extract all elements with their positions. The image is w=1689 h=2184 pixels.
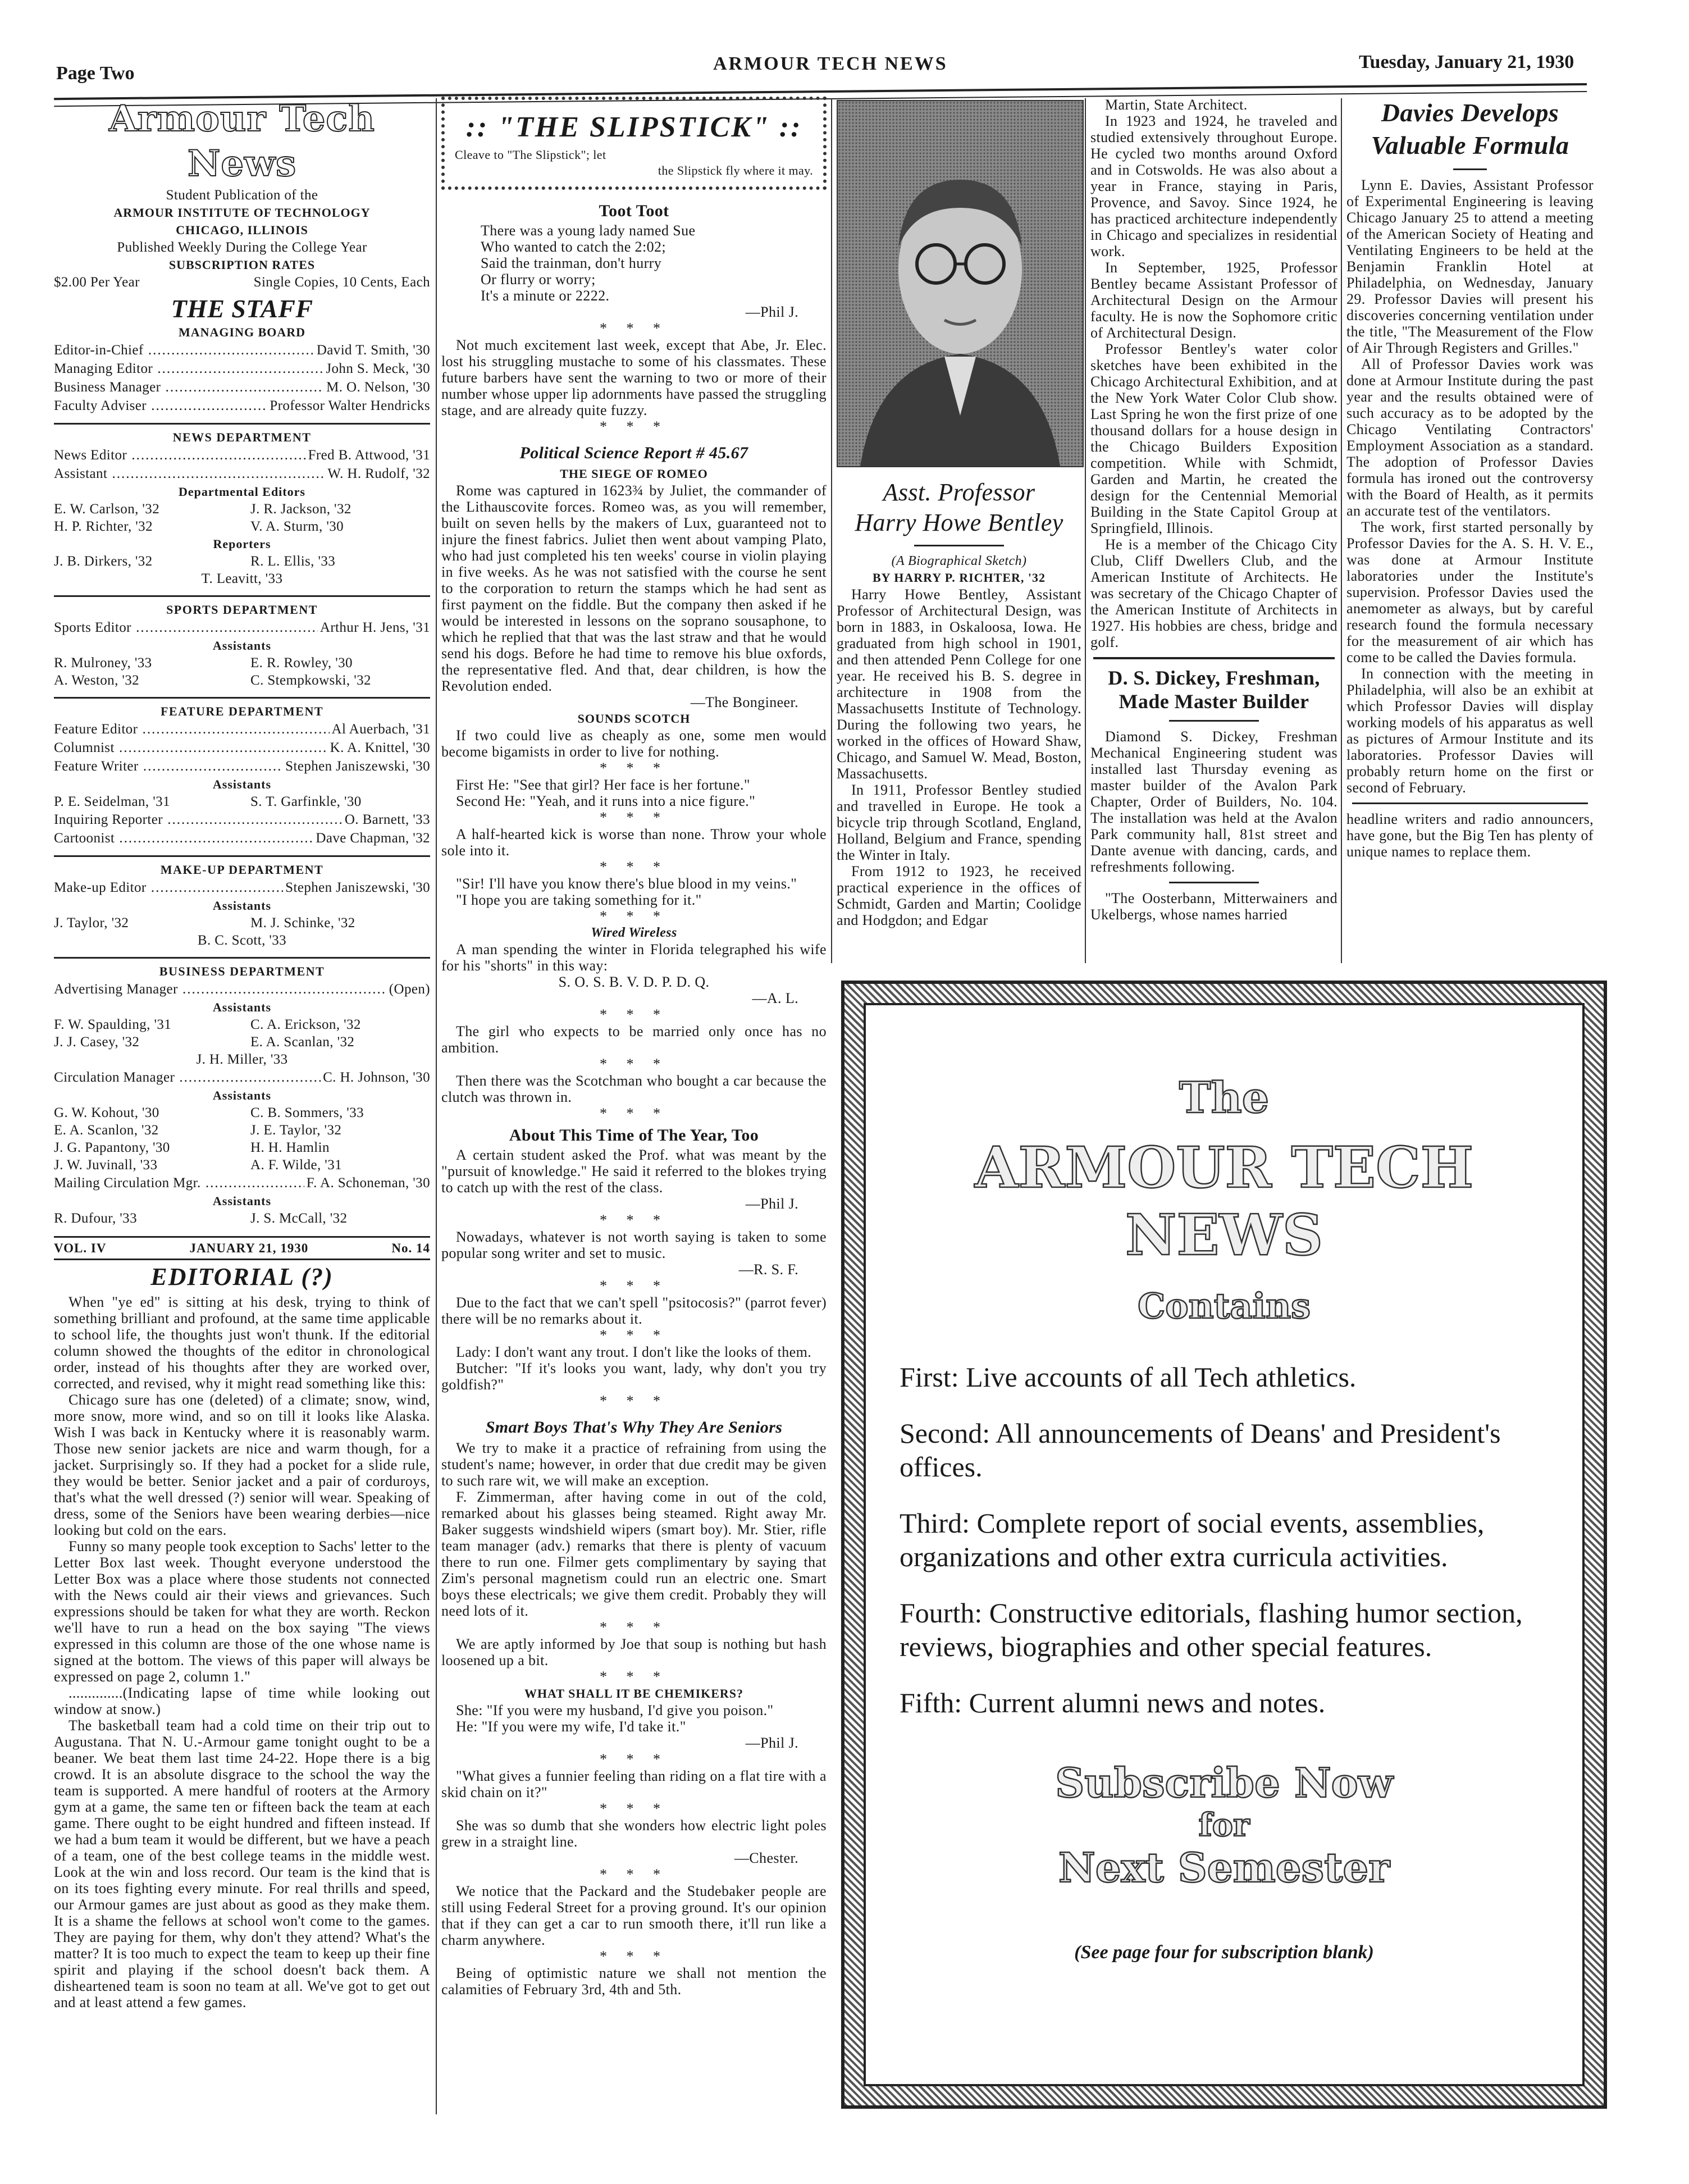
ad-cta: Next Semester — [1058, 1844, 1390, 1891]
slipstick-caps: SOUNDS SCOTCH — [577, 712, 691, 726]
staff-name: J. S. McCall, '32 — [250, 1211, 348, 1226]
slipstick-sig: —Chester. — [734, 1850, 798, 1866]
column-divider — [1085, 98, 1086, 963]
staff-role: Feature Editor ..... — [54, 720, 330, 738]
staff-name: C. H. Johnson, '30 — [323, 1070, 430, 1085]
editorial-paragraph: The basketball team had a cold time on their trip out to Augustana. That N. U.-Armour game tonight ought to be a beaner. We beat them last time 24-22. Hope there is a big crowd. It is an absolute disgrace to the school the way the team is supported. A mere handful of rooters at the Armory gym at a game, the same ten or fifteen back the team at each game. There ought to be eight hundred and fifteen instead. If we had a bum team it would be different, but we have a peach of a team, one of the best college teams in the middle west. Look at the win and loss record. Our team is the kind that is on its toes fighting every minute. For real thrills and speed, our Armour games are just about as good as they make them. It is a shame the fellows at school won't come to the games. They are paying for them, why don't they attend? What's the matter? It is too much to expect the team to keep up their fine spirit and playing if the school doesn't back them. A disheartened team is soon no team at all. We've got to get out and at least attend a few games. — [54, 1717, 430, 2010]
slipstick-sig: —The Bongineer. — [690, 694, 798, 710]
slipstick-para: Not much excitement last week, except that Abe, Jr. Elec. lost his struggling mustache to some of his classmates. These future barbers have sent the warning to two or more of their number whose upper lip adornments have passed the struggling stage, and are already quite fuzzy. — [441, 337, 827, 418]
ad-the: The — [1179, 1073, 1270, 1123]
staff-pair-row — [54, 1121, 430, 1139]
ad-note: (See page four for subscription blank) — [1074, 1942, 1374, 1963]
slipstick-column — [441, 97, 827, 2118]
ad-paper-name: NEWS — [1125, 1202, 1323, 1268]
staff-name: J. R. Jackson, '32 — [250, 501, 352, 517]
slipstick-stars: * * * — [600, 1056, 668, 1072]
staff-role: Assistant ..... — [54, 464, 325, 483]
davies-paragraph: All of Professor Davies work was done at Armour Institute during the past year and the results obtained were of such accuracy as to be adopted by the Chicago Ventilating Contractors' Employment Association as a standard. The adoption of Professor Davies formula has ironed out the controversy with the Board of Health, as it permits an accurate test of the ventilators. — [1346, 356, 1594, 519]
masthead-column — [54, 97, 430, 2118]
slipstick-head: About This Time of The Year, Too — [509, 1126, 759, 1145]
slipstick-verse: Said the trainman, don't hurry — [481, 255, 662, 271]
staff-sub-heading: MANAGING BOARD — [178, 325, 306, 339]
slipstick-caps: WHAT SHALL IT BE CHEMIKERS? — [524, 1686, 744, 1700]
slipstick-motto: Cleave to "The Slipstick"; let — [455, 148, 606, 162]
staff-sub-heading: Assistants — [212, 1000, 272, 1014]
ad-contains: Contains — [1137, 1285, 1311, 1326]
dickey-headline: Made Master Builder — [1119, 690, 1309, 713]
staff-pair-row — [54, 1016, 430, 1033]
staff-name: J. W. Juvinall, '33 — [54, 1157, 158, 1173]
slipstick-para: Then there was the Scotchman who bought a car because the clutch was thrown in. — [441, 1073, 827, 1105]
staff-role: Inquiring Reporter ..... — [54, 810, 343, 829]
slipstick-para: A certain student asked the Prof. what was meant by the "pursuit of knowledge." He said it referred to the blokes trying to catch up with the rest of the class. — [441, 1147, 827, 1196]
davies-headline: Davies Develops — [1381, 98, 1559, 127]
rule — [914, 545, 1004, 546]
jump-continuation: headline writers and radio announcers, have gone, but the Big Ten has plenty of unique names to replace them. — [1346, 811, 1594, 860]
staff-pair-row — [54, 518, 430, 535]
staff-name: E. A. Scanlon, '32 — [54, 1123, 159, 1138]
slipstick-stars: * * * — [600, 320, 668, 336]
bentley-paragraph: He is a member of the Chicago City Club, Cliff Dwellers Club, and the American Institute of Architects. He was secretary of the Chicago Chapter of the American Institute of Architects in 1927. His hobbies are chess, bridge and golf. — [1090, 536, 1337, 650]
staff-role-row — [54, 829, 430, 847]
davies-column — [1346, 97, 1594, 961]
staff-role-row — [54, 720, 430, 738]
davies-headline: Valuable Formula — [1371, 131, 1569, 159]
slipstick-para: Rome was captured in 1623¾ by Juliet, the commander of the Lithauscovite forces. Romeo was, as you will remember, built on seven hells by the makers of Lux, guaranteed not to injure the finest fabrics. Juliet then went about vamping Plato, who had just completed his ten weeks' course in violin playing in five weeks. As he was not satisfied with the course he sent to the corporation to return the stamps which he had sent as first payment on the fiddle. But the company then asked if he would be interested in lessons on the soprano sousaphone, to which he replied that that was the last straw and that he would send his dogs. Before he had time to remove his blue oxfords, the representative fled. And that, dear children, is how the Revolution ended. — [441, 482, 827, 694]
slipstick-stars: * * * — [600, 809, 668, 826]
running-title: ARMOUR TECH NEWS — [713, 53, 948, 74]
slipstick-small-italic: Wired Wireless — [591, 925, 677, 940]
staff-name: E. R. Rowley, '30 — [250, 655, 353, 671]
slipstick-stars: * * * — [600, 418, 668, 435]
slipstick-stars: * * * — [600, 1105, 668, 1121]
staff-section-heading: BUSINESS DEPARTMENT — [54, 957, 430, 980]
slipstick-stars: * * * — [600, 1800, 668, 1817]
staff-center-heading: J. H. Miller, '33 — [196, 1052, 288, 1067]
jump-text: "The Oosterbann, Mitterwainers and Ukelbergs, whose names harried — [1090, 890, 1337, 923]
slipstick-title: :: "THE SLIPSTICK" :: — [465, 111, 802, 143]
slipstick-verse: There was a young lady named Sue — [481, 222, 696, 239]
staff-role: Advertising Manager ..... — [54, 980, 387, 998]
staff-role-row — [54, 980, 430, 998]
slipstick-stars: * * * — [600, 859, 668, 875]
staff-name: H. P. Richter, '32 — [54, 519, 153, 534]
staff-role-row — [54, 618, 430, 637]
slipstick-items-list — [441, 200, 827, 1998]
staff-name: J. J. Casey, '32 — [54, 1034, 140, 1050]
staff-name: C. A. Erickson, '32 — [250, 1017, 361, 1032]
slipstick-sig: —R. S. F. — [738, 1261, 798, 1278]
staff-center-heading: B. C. Scott, '33 — [197, 933, 287, 948]
slipstick-para: If two could live as cheaply as one, some men would become bigamists in order to live for nothing. — [441, 727, 827, 760]
bentley-caption-name: Harry Howe Bentley — [855, 509, 1063, 536]
staff-name: A. F. Wilde, '31 — [250, 1157, 342, 1173]
dickey-paragraph: Diamond S. Dickey, Freshman Mechanical Engineering student was installed last Thursday evening as master builder of the Avalon Park Chapter, Order of Builders, No. 104. The installation was held at the Avalon Park community hall, 81st street and Dante avenue with dancing, cards, and refreshments following. — [1090, 728, 1337, 875]
slipstick-verse: Who wanted to catch the 2:02; — [481, 239, 666, 255]
ad-panel — [864, 1003, 1585, 2086]
masthead-line: ARMOUR INSTITUTE OF TECHNOLOGY — [113, 206, 371, 220]
slipstick-banner — [441, 97, 827, 190]
slipstick-para: Lady: I don't want any trout. I don't like the looks of them. — [456, 1344, 812, 1360]
bentley-portrait-photo — [837, 100, 1084, 467]
rule — [1169, 882, 1259, 883]
staff-sub-heading: Assistants — [212, 777, 272, 791]
davies-paragraph: Lynn E. Davies, Assistant Professor of Experimental Engineering is leaving Chicago January 25 to attend a meeting of the American Society of Heating and Ventilating Engineers to be held at the Benjamin Franklin Hotel at Philadelphia, on Wednesday, January 29. Professor Davies will present his discoveries concerning ventilation under the title, "The Measurement of the Flow of Air Through Registers and Grilles." — [1346, 177, 1594, 356]
davies-paragraph: In connection with the meeting in Philadelphia, will also be an exhibit at which Professor Davies will display working models of his apparatus as well as pictures of Armour Institute and its laboratories. Professor Davies will probably return home on the first or second of February. — [1346, 665, 1594, 796]
slipstick-para: "Sir! I'll have you know there's blue blood in my veins." — [456, 876, 797, 892]
staff-sub-heading: Assistants — [212, 1194, 272, 1208]
column-divider — [436, 98, 437, 2114]
staff-sub-heading: Assistants — [212, 639, 272, 653]
slipstick-sig: —A. L. — [752, 990, 798, 1006]
staff-name: G. W. Kohout, '30 — [54, 1105, 159, 1120]
bentley-column — [837, 477, 1081, 960]
staff-role: Feature Writer ..... — [54, 757, 283, 776]
slipstick-stars: * * * — [600, 1393, 668, 1409]
editorial-paragraph: Chicago sure has one (deleted) of a climate; snow, wind, more snow, more wind, and so on till it looks like Alaska. Wish I was back in Kentucky where it is reasonably warm. Those new senior jackets are nice and warm though, for a jacket. Surprisingly so. If they had a pocket for a slide rule, they would be better. Senior jacket and a pair of corduroys, that's what the well dressed (?) senior will wear. Speaking of dress, some of the Seniors have been wearing derbies—nice looking but cold on the ears. — [54, 1392, 430, 1538]
staff-role-row — [54, 1174, 430, 1192]
staff-role: Business Manager ..... — [54, 378, 324, 396]
slipstick-para: She was so dumb that she wonders how electric light poles grew in a straight line. — [441, 1817, 827, 1850]
ad-paper-name: ARMOUR TECH — [974, 1134, 1474, 1201]
staff-role-row — [54, 1068, 430, 1087]
masthead-logo: Armour Tech News — [109, 98, 375, 185]
staff-name: Fred B. Attwood, '31 — [308, 448, 430, 463]
staff-pair-row — [54, 654, 430, 672]
ad-items-list — [866, 1360, 1582, 1720]
dickey-paragraphs-list — [1090, 728, 1337, 875]
editorial-paragraph: Funny so many people took exception to Sachs' letter to the Letter Box last week. Thought everyone understood the Letter Box was a place where those students not connected with the News could air their views and grievances. Such expressions should be taken for what they are worth. Reckon we'll have to run a head on the box saying "The views expressed in this column are those of the one whose name is signed at the bottom. The views of this paper will always be expressed on page 2, column 1." — [54, 1538, 430, 1685]
staff-name: M. J. Schinke, '32 — [250, 915, 355, 931]
staff-name: John S. Meck, '30 — [326, 361, 430, 376]
slipstick-para: The girl who expects to be married only once has no ambition. — [441, 1023, 827, 1056]
slipstick-para: "What gives a funnier feeling than riding on a flat tire with a skid chain on it?" — [441, 1768, 827, 1800]
staff-name: Professor Walter Hendricks — [270, 398, 430, 413]
staff-name: F. W. Spaulding, '31 — [54, 1017, 172, 1032]
editorial-paragraph: When "ye ed" is sitting at his desk, trying to think of something brilliant and profound, at the same time applicable to school life, the thoughts just won't thunk. If the editorial column showed the thoughts of the editor in chronological order, instead of his thoughts after they are worked over, corrected, and revised, why it might read something like this: — [54, 1294, 430, 1392]
bentley-paragraph: In 1911, Professor Bentley studied and travelled in Europe. He took a bicycle trip through Scotland, England, Holland, Belgium and France, spending the Winter in Italy. — [837, 782, 1081, 863]
volume-line — [54, 1236, 430, 1260]
subscription-rates — [54, 273, 430, 291]
staff-role: Faculty Adviser ..... — [54, 396, 267, 415]
staff-role-row — [54, 738, 430, 757]
staff-name: M. O. Nelson, '30 — [326, 380, 430, 395]
staff-sub-heading: Departmental Editors — [179, 485, 305, 499]
staff-role-row — [54, 446, 430, 464]
slipstick-para: A man spending the winter in Florida telegraphed his wife for his "shorts" in this way: — [441, 941, 827, 974]
staff-pair-row — [54, 793, 430, 810]
slipstick-para: Second He: "Yeah, and it runs into a nice figure." — [456, 793, 756, 809]
staff-name: H. H. Hamlin — [250, 1140, 330, 1155]
subscription-advertisement — [841, 981, 1607, 2109]
dickey-headline: D. S. Dickey, Freshman, — [1108, 667, 1320, 689]
ad-feature-item: First: Live accounts of all Tech athletics. — [900, 1361, 1357, 1393]
slipstick-stars: * * * — [600, 1668, 668, 1685]
staff-pair-row — [54, 500, 430, 518]
staff-name: C. B. Sommers, '33 — [250, 1105, 364, 1120]
rule — [1169, 720, 1259, 722]
staff-name: (Open) — [389, 982, 430, 997]
bentley-paragraph: Professor Bentley's water color sketches have been exhibited in the Chicago Architectural Exhibition, and at the New York Water Color Club show. Last Spring he won the first prize of one thousand dollars for a house design in the Chicago Builders Exposition competition. While with Schmidt, Garden and Martin, he created the design for the Centennial Memorial Building in the State Capitol Group at Springfield, Illinois. — [1090, 341, 1337, 536]
slipstick-para: We try to make it a practice of refraining from using the student's name; however, in order that due credit may be given to such rare wit, we will make an exception. — [441, 1440, 827, 1489]
ad-feature-item: Second: All announcements of Deans' and President's offices. — [900, 1417, 1501, 1483]
page-number: Page Two — [56, 63, 135, 84]
slipstick-center: S. O. S. B. V. D. P. D. Q. — [558, 974, 710, 990]
editorial-title: EDITORIAL (?) — [150, 1263, 334, 1291]
staff-name: K. A. Knittel, '30 — [330, 740, 430, 755]
column-divider — [831, 98, 832, 963]
staff-sub-heading: Reporters — [213, 537, 271, 551]
slipstick-stars: * * * — [600, 1751, 668, 1767]
staff-name: P. E. Seidelman, '31 — [54, 794, 170, 809]
ad-feature-item: Third: Complete report of social events, assemblies, organizations and other extra curricula activities. — [900, 1507, 1485, 1572]
slipstick-para: We are aptly informed by Joe that soup is nothing but hash loosened up a bit. — [441, 1636, 827, 1668]
slipstick-caps: THE SIEGE OF ROMEO — [560, 467, 708, 481]
staff-role-row — [54, 396, 430, 415]
bentley-paragraph: Harry Howe Bentley, Assistant Professor of Architectural Design, was born in 1883, in Oskaloosa, Iowa. He graduated from high school in 1901, and then attended Penn College for one year. He received his B. S. degree in architecture in 1908 from the Massachusetts Institute of Technology. During the following two years, he worked in the offices of Howard Shaw, Chicago, and Samuel W. Mead, Boston, Massachusetts. — [837, 586, 1081, 782]
ad-feature-item: Fourth: Constructive editorials, flashing humor section, reviews, biographies and other special features. — [900, 1597, 1523, 1662]
masthead-line: CHICAGO, ILLINOIS — [176, 223, 308, 237]
staff-name: W. H. Rudolf, '32 — [327, 466, 430, 481]
staff-name: David T. Smith, '30 — [316, 343, 430, 358]
bentley-caption-title: Asst. Professor — [883, 478, 1035, 506]
ad-cta: for — [1198, 1807, 1250, 1844]
slipstick-para: Butcher: "If it's looks you want, lady, why don't you try goldfish?" — [441, 1360, 827, 1393]
slipstick-italic-head: Smart Boys That's Why They Are Seniors — [485, 1418, 783, 1437]
slipstick-verse: It's a minute or 2222. — [481, 288, 610, 304]
davies-paragraph: The work, first started personally by Professor Davies for the A. S. H. V. E., was done at Armour Institute laboratories under the Institute's supervision. Professor Davies used the anemometer as always, but by careful research found the formula necessary for the measurement of air which has come to be called the Davies formula. — [1346, 519, 1594, 665]
staff-role: News Editor ..... — [54, 446, 306, 464]
staff-role: Cartoonist ..... — [54, 829, 313, 847]
staff-sub-heading: Assistants — [212, 1088, 272, 1102]
slipstick-sig: —Phil J. — [745, 1196, 798, 1212]
staff-section-heading: FEATURE DEPARTMENT — [54, 697, 430, 720]
staff-title: THE STAFF — [171, 294, 313, 323]
slipstick-para: F. Zimmerman, after having come in out of the cold, remarked about his glasses being steamed. Right away Mr. Baker suggests windshield wipers (smart boy). Mr. Stier, rifle team manager (adv.) remarks that there is plenty of vacuum there to run one. Filmer gets complimentary by saying that Zim's personal magnetism could run an electric one. Smart boys these electricals; we give them credit. Probably they will need lots of it. — [441, 1489, 827, 1619]
volume-date: JANUARY 21, 1930 — [189, 1241, 309, 1255]
staff-name: Al Auerbach, '31 — [331, 722, 430, 737]
staff-name: C. Stempkowski, '32 — [250, 673, 371, 688]
staff-pair-row — [54, 672, 430, 689]
rate-single: Single Copies, 10 Cents, Each — [253, 275, 430, 290]
bentley-paragraphs-list — [837, 586, 1081, 928]
bentley-paragraph: Martin, State Architect. — [1105, 97, 1248, 113]
portrait-image — [838, 101, 1083, 466]
staff-name: E. W. Carlson, '32 — [54, 501, 160, 517]
masthead-line: Published Weekly During the College Year — [117, 240, 367, 255]
rule — [1453, 168, 1487, 170]
masthead-line: SUBSCRIPTION RATES — [168, 258, 316, 272]
staff-name: Stephen Janiszewski, '30 — [285, 759, 430, 774]
volume: VOL. IV — [54, 1241, 107, 1255]
staff-name: A. Weston, '32 — [54, 673, 140, 688]
staff-pair-row — [54, 1033, 430, 1051]
slipstick-sig: —Phil J. — [745, 304, 798, 320]
staff-section-heading: SPORTS DEPARTMENT — [54, 595, 430, 618]
bentley-continued-list — [1090, 97, 1337, 650]
slipstick-para: "I hope you are taking something for it." — [456, 892, 702, 908]
staff-role: Sports Editor ..... — [54, 618, 318, 637]
slipstick-motto: the Slipstick fly where it may. — [658, 163, 813, 177]
slipstick-stars: * * * — [600, 1212, 668, 1228]
column-divider — [1341, 98, 1342, 963]
staff-role-row — [54, 341, 430, 359]
staff-role: Editor-in-Chief ..... — [54, 341, 314, 359]
staff-name: V. A. Sturm, '30 — [250, 519, 344, 534]
staff-name: J. G. Papantony, '30 — [54, 1140, 170, 1155]
staff-sub-heading: Assistants — [212, 899, 272, 913]
staff-role-row — [54, 359, 430, 378]
ad-cta: Subscribe Now — [1055, 1759, 1393, 1807]
ad-feature-item: Fifth: Current alumni news and notes. — [900, 1687, 1326, 1718]
staff-role-row — [54, 810, 430, 829]
staff-name: J. E. Taylor, '32 — [250, 1123, 342, 1138]
staff-pair-row — [54, 1104, 430, 1121]
slipstick-stars: * * * — [600, 1006, 668, 1023]
bentley-paragraph: In 1923 and 1924, he traveled and studied extensively throughout Europe. He cycled two months around Oxford and in Cotswolds. He was also about a year in France, staying in Paris, Provence, and Savoy. Since 1924, he has practiced architecture independently in Chicago and specializes in residential work. — [1090, 113, 1337, 259]
bentley-subtitle: (A Biographical Sketch) — [891, 554, 1027, 568]
bentley-byline: BY HARRY P. RICHTER, '32 — [872, 571, 1046, 585]
staff-name: J. B. Dirkers, '32 — [54, 554, 153, 569]
staff-role: Make-up Editor ..... — [54, 878, 283, 897]
masthead-rows-list — [54, 323, 430, 1227]
staff-name: O. Barnett, '33 — [344, 812, 430, 827]
staff-name: Arthur H. Jens, '31 — [319, 620, 430, 635]
issue-date: Tuesday, January 21, 1930 — [1359, 52, 1574, 72]
rule — [1352, 803, 1588, 804]
staff-pair-row — [54, 1156, 430, 1174]
staff-center-heading: T. Leavitt, '33 — [201, 571, 283, 586]
slipstick-para: A half-hearted kick is worse than none. Throw your whole sole into it. — [441, 826, 827, 859]
staff-name: S. T. Garfinkle, '30 — [250, 794, 362, 809]
staff-section-heading: NEWS DEPARTMENT — [54, 423, 430, 446]
staff-name: Stephen Janiszewski, '30 — [285, 880, 430, 895]
slipstick-para: We notice that the Packard and the Studebaker people are still using Federal Street for a proving ground. It's our opinion that if they can get a car to run smooth there, it'll run like a charm anywhere. — [441, 1883, 827, 1948]
staff-name: E. A. Scanlan, '32 — [250, 1034, 355, 1050]
issue-number: No. 14 — [391, 1241, 430, 1255]
slipstick-para: Nowadays, whatever is not worth saying is taken to some popular song writer and set to music. — [441, 1229, 827, 1261]
staff-role-row — [54, 878, 430, 897]
slipstick-stars: * * * — [600, 908, 668, 924]
staff-role: Columnist ..... — [54, 738, 328, 757]
slipstick-para: She: "If you were my husband, I'd give you poison." — [456, 1702, 774, 1718]
staff-pair-row — [54, 1139, 430, 1156]
staff-name: J. Taylor, '32 — [54, 915, 129, 931]
bentley-continued-column — [1090, 97, 1337, 961]
slipstick-verse: Or flurry or worry; — [481, 271, 596, 288]
slipstick-stars: * * * — [600, 1948, 668, 1964]
staff-role: Managing Editor ..... — [54, 359, 323, 378]
masthead-lines-list — [54, 186, 430, 273]
staff-pair-row — [54, 914, 430, 932]
slipstick-head: Toot Toot — [599, 202, 669, 220]
slipstick-stars: * * * — [600, 760, 668, 776]
slipstick-para: Due to the fact that we can't spell "psitocosis?" (parrot fever) there will be no remarks about it. — [441, 1294, 827, 1327]
slipstick-stars: * * * — [600, 1619, 668, 1635]
staff-pair-row — [54, 553, 430, 570]
slipstick-para: Being of optimistic nature we shall not mention the calamities of February 3rd, 4th and 5th. — [441, 1965, 827, 1998]
staff-role: Circulation Manager ..... — [54, 1068, 321, 1087]
staff-role: Mailing Circulation Mgr. ..... — [54, 1174, 304, 1192]
bentley-paragraph: In September, 1925, Professor Bentley became Assistant Professor of Architectural Design on the Armour faculty. He is now the Sophomore critic of Architectural Design. — [1090, 259, 1337, 341]
slipstick-stars: * * * — [600, 1327, 668, 1343]
staff-role-row — [54, 378, 430, 396]
staff-name: Dave Chapman, '32 — [316, 831, 430, 846]
editorial-paragraphs-list — [54, 1294, 430, 2010]
slipstick-sig: —Phil J. — [745, 1735, 798, 1751]
slipstick-para: He: "If you were my wife, I'd take it." — [456, 1718, 686, 1735]
staff-role-row — [54, 757, 430, 776]
masthead-line: Student Publication of the — [166, 188, 318, 203]
editorial-paragraph: ..............(Indicating lapse of time while looking out window at snow.) — [54, 1685, 430, 1717]
slipstick-italic-head: Political Science Report # 45.67 — [519, 444, 748, 462]
rate-year: $2.00 Per Year — [54, 275, 140, 290]
staff-name: R. L. Ellis, '33 — [250, 554, 336, 569]
staff-name: R. Dufour, '33 — [54, 1211, 137, 1226]
staff-name: R. Mulroney, '33 — [54, 655, 152, 671]
staff-name: F. A. Schoneman, '30 — [306, 1175, 430, 1191]
slipstick-stars: * * * — [600, 1278, 668, 1294]
staff-role-row — [54, 464, 430, 483]
slipstick-stars: * * * — [600, 1866, 668, 1882]
rule — [1093, 657, 1335, 659]
bentley-paragraph: From 1912 to 1923, he received practical experience in the offices of Schmidt, Garden and Martin; Coolidge and Hodgdon; and Edgar — [837, 863, 1081, 928]
davies-paragraphs-list — [1346, 177, 1594, 796]
staff-pair-row — [54, 1210, 430, 1227]
staff-section-heading: MAKE-UP DEPARTMENT — [54, 855, 430, 878]
slipstick-para: First He: "See that girl? Her face is her fortune." — [456, 777, 750, 793]
